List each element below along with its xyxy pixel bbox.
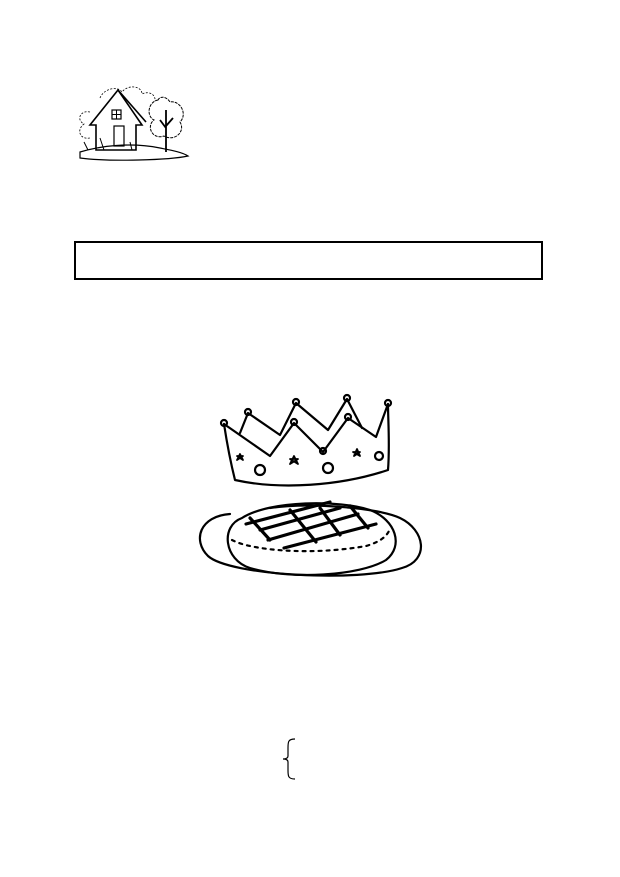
- adultes-field[interactable]: [309, 737, 321, 749]
- association-logo: [62, 62, 212, 202]
- house-tree-icon: [70, 80, 195, 162]
- new-year-wish-box: [74, 241, 543, 280]
- enfants-field[interactable]: [309, 762, 321, 774]
- cut-line: [46, 662, 574, 678]
- crown-galette-icon: [190, 390, 430, 590]
- brace-icon: [282, 738, 296, 780]
